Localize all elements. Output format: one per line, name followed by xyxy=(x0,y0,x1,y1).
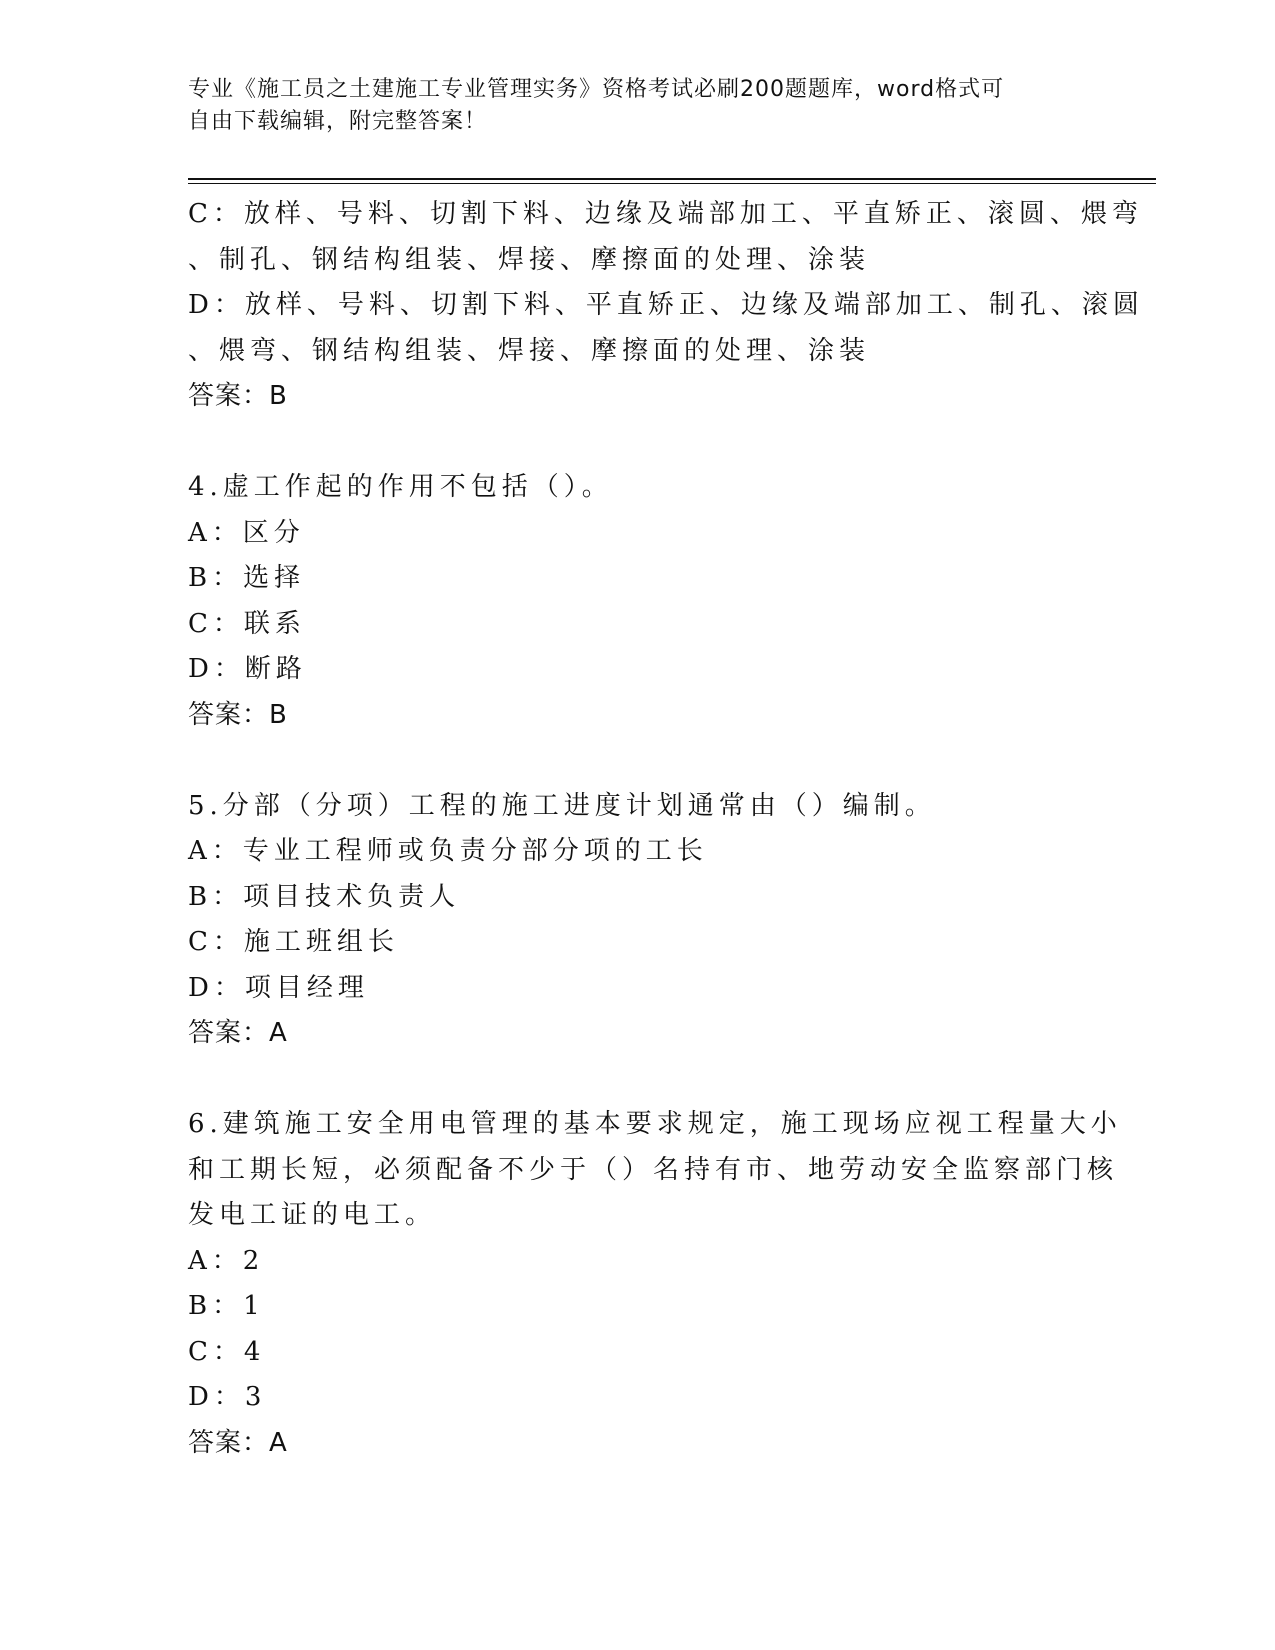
q5-option-a: A：专业工程师或负责分部分项的工长 xyxy=(188,836,708,866)
q4-option-c: C：联系 xyxy=(188,608,306,639)
q4-option-d: D：断路 xyxy=(188,654,307,684)
q6-question-line-2: 和工期长短，必须配备不少于（）名持有市、地劳动安全监察部门核 xyxy=(188,1154,1119,1185)
q4-answer: 答案：B xyxy=(188,699,288,730)
q3-option-c-line-1: C：放样、号料、切割下料、边缘及端部加工、平直矫正、滚圆、煨弯 xyxy=(188,199,1143,229)
q4-option-a: A：区分 xyxy=(188,517,305,548)
q6-option-b: B：1 xyxy=(188,1291,265,1321)
q4-option-b: B：选择 xyxy=(188,563,306,593)
header-title-line-1: 专业《施工员之土建施工专业管理实务》资格考试必刷200题题库，word格式可 xyxy=(188,77,1005,102)
q6-option-c: C：4 xyxy=(188,1336,266,1367)
q6-answer: 答案：A xyxy=(188,1427,288,1458)
q6-option-d: D：3 xyxy=(188,1382,267,1412)
q5-question-text: 5.分部（分项）工程的施工进度计划通常由（）编制。 xyxy=(188,790,936,821)
q4-question-text: 4.虚工作起的作用不包括（）。 xyxy=(188,472,613,502)
q5-answer: 答案：A xyxy=(188,1018,288,1048)
q3-option-d-line-2: 、煨弯、钢结构组装、焊接、摩擦面的处理、涂装 xyxy=(188,335,871,366)
q5-option-b: B：项目技术负责人 xyxy=(188,881,461,912)
q6-question-line-1: 6.建筑施工安全用电管理的基本要求规定，施工现场应视工程量大小 xyxy=(188,1109,1122,1139)
q3-option-d-line-1: D：放样、号料、切割下料、平直矫正、边缘及端部加工、制孔、滚圆 xyxy=(188,290,1144,320)
q3-option-c-line-2: 、制孔、钢结构组装、焊接、摩擦面的处理、涂装 xyxy=(188,244,871,275)
question-4 xyxy=(188,465,1088,738)
header-title-line-2: 自由下载编辑，附完整答案！ xyxy=(188,109,488,134)
q6-option-a: A：2 xyxy=(188,1245,265,1276)
question-content xyxy=(188,192,1144,1466)
q5-option-c: C：施工班组长 xyxy=(188,927,399,957)
header-rule-thick xyxy=(188,178,1156,180)
spacer xyxy=(188,420,1088,466)
spacer xyxy=(188,1057,1088,1103)
q5-option-d: D：项目经理 xyxy=(188,972,369,1003)
question-5 xyxy=(188,784,1088,1057)
document-header xyxy=(188,74,1068,138)
q3-answer: 答案：B xyxy=(188,381,288,411)
spacer xyxy=(188,738,1088,784)
q6-question-line-3: 发电工证的电工。 xyxy=(188,1200,437,1230)
question-3-tail xyxy=(188,192,1144,420)
header-rule-thin xyxy=(188,183,1156,184)
question-6 xyxy=(188,1102,1122,1466)
